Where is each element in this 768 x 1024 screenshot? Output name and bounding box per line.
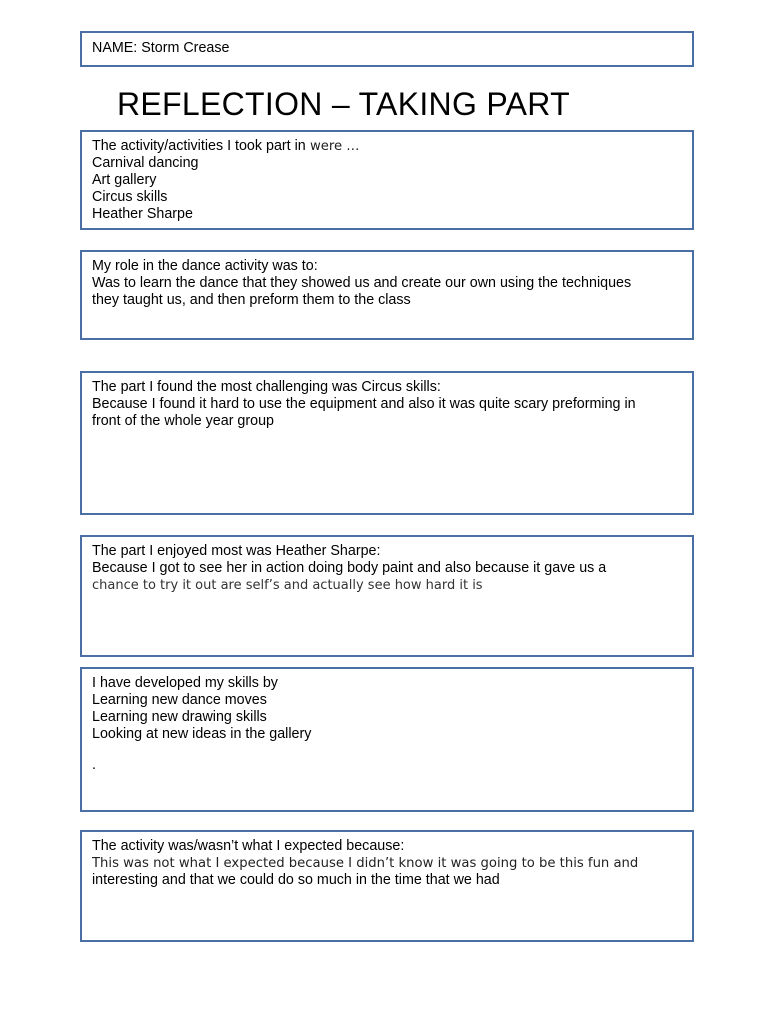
enjoyed-answer-line: Because I got to see her in action doing body paint and also because it gave us a [92, 560, 607, 576]
challenging-box [80, 371, 694, 515]
enjoyed-answer-line: chance to try it out are self’s and actually see how hard it is [92, 578, 483, 593]
expected-answer-line: interesting and that we could do so much in the time that we had [92, 872, 500, 888]
spacer [92, 743, 682, 757]
challenging-answer-line: front of the whole year group [92, 413, 274, 429]
activity-item: Art gallery [92, 172, 157, 188]
role-answer-line: they taught us, and then preform them to the class [92, 292, 411, 308]
role-box [80, 250, 694, 340]
activities-prompt-text: The activity/activities I took part in [92, 138, 306, 154]
role-answer-line: Was to learn the dance that they showed us and create our own using the techniques [92, 275, 632, 291]
challenging-prompt: The part I found the most challenging was Circus skills: [92, 379, 441, 395]
activities-prompt-tail: were … [305, 139, 360, 154]
name-box [80, 31, 694, 67]
developed-box [80, 667, 694, 812]
developed-item: Learning new dance moves [92, 692, 267, 708]
role-prompt: My role in the dance activity was to: [92, 258, 318, 274]
enjoyed-prompt: The part I enjoyed most was Heather Sharpe: [92, 543, 381, 559]
page-title: REFLECTION – TAKING PART [117, 86, 570, 122]
challenging-answer-line: Because I found it hard to use the equipment and also it was quite scary preforming in [92, 396, 636, 412]
expected-answer-line: This was not what I expected because I didn’t know it was going to be this fun and [92, 856, 639, 871]
activity-item: Heather Sharpe [92, 206, 193, 222]
expected-box [80, 830, 694, 942]
developed-trailing-mark: . [92, 757, 96, 773]
activities-box [80, 130, 694, 230]
name-field: NAME: Storm Crease [92, 40, 230, 56]
activity-item: Circus skills [92, 189, 168, 205]
developed-item: Learning new drawing skills [92, 709, 267, 725]
activity-item: Carnival dancing [92, 155, 199, 171]
developed-item: Looking at new ideas in the gallery [92, 726, 312, 742]
enjoyed-box [80, 535, 694, 657]
developed-prompt: I have developed my skills by [92, 675, 278, 691]
activities-prompt [92, 138, 682, 155]
expected-prompt: The activity was/wasn’t what I expected because: [92, 838, 405, 854]
